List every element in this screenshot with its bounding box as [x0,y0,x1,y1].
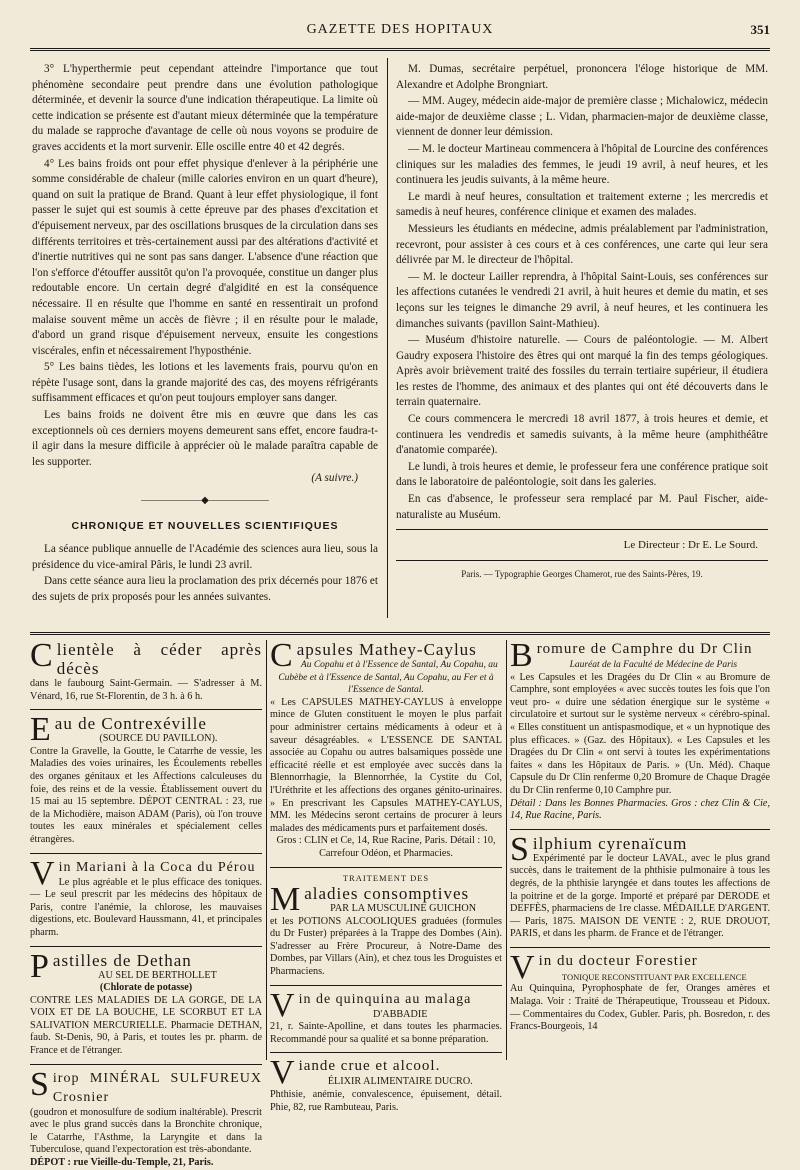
ads-column-2 [270,637,502,1113]
paragraph: Messieurs les étudiants en médecine, admis préalablement par l'administration, recevront, pour assister à ces cours et à ces conférences, une carte qui leur sera délivrée par M. le directeur de l'hôpital. [396,222,768,267]
paragraph: Le mardi à neuf heures, consultation et traitement externe ; les mercredis et samedis à neuf heures, conférence clinique et examen des malades. [396,190,768,219]
paragraph: Dans cette séance aura lieu la proclamation des prix décernés pour 1876 et des sujets de prix proposés pour les années suivantes. [32,575,378,603]
column-divider [506,640,507,1060]
ad-viande-crue: V iande crue et alcool. ÉLIXIR ALIMENTAIRE DUCRO. Phthisie, anémie, convalescence, épuisement, détail. Phie, 82, rue Rambuteau, Paris. [270,1054,502,1113]
paragraph: Ce cours commencera le mercredi 18 avril 1877, à trois heures et demie, et continuera les vendredis et samedis suivants, à la même heure (amphithéâtre d'anatomie comparée). [396,413,768,457]
journal-title: GAZETTE DES HOPITAUX [306,22,494,37]
paragraph: Le lundi, à trois heures et demie, le professeur fera une conférence pratique soit dans le laboratoire de paléontologie, soit dans les galeries. [396,460,768,489]
ads-column-3 [510,637,770,1060]
ad-vin-mariani: V in Mariani à la Coca du Pérou Le plus agréable et le plus efficace des toniques. — Le seul prescrit par les médecins des hôpitaux de Paris, contre l'anémie, la chlorose, les mauvaises digestions, etc. Boulevard Haussmann, 41, et principales pharm. [30,854,262,938]
column-divider [266,640,267,1060]
paragraph: M. Dumas, secrétaire perpétuel, prononcera l'éloge historique de MM. Alexandre et Adolphe Brongniart. [396,63,768,91]
right-column [396,62,768,582]
to-follow: (A suivre.) [311,472,358,485]
ads-column-1 [30,637,262,1169]
paragraph: — MM. Augey, médecin aide-major de première classe ; Michalowicz, médecin aide-major de deuxième classe ; L. Vidan, pharmacien-major de deuxième classe, viennent de donner leur démission. [396,95,768,139]
ad-vin-quinquina: V in de quinquina au malaga D'ABBADIE 21, r. Sainte-Apolline, et dans toutes les pharmacies. Recommandé pour sa qualité et sa bonne préparation. [270,986,502,1045]
printer-line: Paris. — Typographie Georges Chamerot, rue des Saints-Pères, 19. [461,568,703,579]
ads-rule [30,632,770,635]
page-header [30,22,770,44]
paragraph: — Muséum d'histoire naturelle. — Cours de paléontologie. — M. Albert Gaudry exposera l'histoire des êtres qui ont marqué la fin des temps géologiques. Après avoir brièvement traité des fossiles du terrain tertiaire supérieur, il étudiera les restes de l'homme, des animaux et des plantes qui ont été découverts dans le terrain quaternaire. [396,334,768,409]
ad-clientele: C lientèle à céder après décès dans le faubourg Saint-Germain. — S'adresser à M. Vénard, 16, rue St-Florentin, de 3 h. à 6 h. [30,637,262,702]
section-divider: ——————◆—————— [141,495,269,507]
paragraph: Les bains froids ne doivent être mis en œuvre que dans les cas exceptionnels où ces derniers moyens demeurent sans effet, encore faudra-t-il agir dans la mesure difficile à apprécier où le malade paraîtra capable de les supporter. [32,409,378,468]
ad-maladies-consomptives: TRAITEMENT DES M aladies consomptives PAR LA MUSCULINE GUICHON et les POTIONS ALCOOLIQUES graduées (formules du Dr Fuster) préparées à la Trappe des Dombes (Ain). S'adresser au Frère Procureur, à Notre-Dame des Dombes, par Villars (Ain), et chez tous les Droguistes et Pharmaciens. [270,872,502,978]
left-column [32,62,378,607]
ad-vin-forestier: V in du docteur Forestier TONIQUE RECONSTITUANT PAR EXCELLENCE Au Quinquina, Pyrophosphate de fer, Oranges amères et Malaga. Voir : Traité de Thérapeutique, Trousseau et Pidoux. — Commentaires du Codex, Gubler. Paris, ph. Bosredon, r. des Francs-Bourgeois, 14 [510,948,770,1033]
page-number: 351 [750,22,770,37]
ad-pastilles-dethan: P astilles de Dethan AU SEL DE BERTHOLLET (Chlorate de potasse) CONTRE LES MALADIES DE LA GORGE, DE LA VOIX ET DE LA BOUCHE, LE SCORBUT ET LA SALIVATION MERCURIELLE. Pharmacie DETHAN, faub. St-Denis, 90, à Paris, et toutes les pr. pharm. de France et de l'étranger. [30,947,262,1057]
ad-silphium: S ilphium cyrenaïcum Expérimenté par le docteur LAVAL, avec le plus grand succès, dans le traitement de la phthisie pulmonaire à tous les degrés, de la phthisie laryngée et dans toutes les affections de la poitrine et de la gorge. Importé et préparé par DERODE et DEFFÈS, pharmaciens de 1re classe. MÉDAILLE D'ARGENT. — Paris, 1875. MAISON DE VENTE : 2, RUE DROUOT, PARIS, et dans les pharm. de France et de l'étranger. [510,830,770,940]
paragraph: — M. le docteur Martineau commencera à l'hôpital de Lourcine des conférences cliniques sur les maladies des femmes, le jeudi 19 avril, à neuf heures, et les continuera les jeudis suivants, à la même heure. [396,142,768,187]
director-signature: Le Directeur : Dr E. Le Sourd. [623,539,758,552]
column-divider [387,58,388,618]
paragraph: 4° Les bains froids ont pour effet physique d'enlever à la périphérie une somme considérable de chaleur (mille calories environ en un quart d'heure), quand on suit la pratique de Brand. Quant à leur effet physiologique, il font passer le sujet qui est soumis à cette épreuve par des phases d'excitation et d'épuisement nerveux, par des oscillations brusques de la circulation dans ses différents territoires et très-certainement aussi par des altérations d'activité et d'inertie nutritives qui ne sont pas sans danger. L'absence d'une réaction que l'on s'efforce d'étouffer aussitôt qu'on l'a provoquée, constitue un danger plus redoutable encore. Un certain degré d'algidité en est la conséquence nécessaire. Il en résulte que l'homme en santé en ressentirait un profond malaise souvent même un accès de fièvre ; il en résulte pour le malade, d'abord un grand risque d'épuisement nerveux, ensuite les congestions viscérales, enfin et nécessairement l'hyposthénie. [32,157,378,357]
paragraph: — M. le docteur Lailler reprendra, à l'hôpital Saint-Louis, ses conférences sur les affections cutanées le vendredi 21 avril, à huit heures et demie du matin, et ses leçons sur les teignes le dimanche 29 avril, à neuf heures, et les continuera les dimanches suivants (pavillon Saint-Mathieu). [396,270,768,330]
paragraph: La séance publique annuelle de l'Académie des sciences aura lieu, sous la présidence du vice-amiral Pâris, le lundi 23 avril. [32,543,378,571]
ad-bromure-camphre: B romure de Camphre du Dr Clin Lauréat de la Faculté de Médecine de Paris « Les Capsules et les Dragées du Dr Clin « au Bromure de Camphre, sont employées « avec succès toutes les fois que l'on veut pro- « duire une sédation énergique sur le système « circulatoire et surtout sur le système nerveux « cérébro-spinal. « Elles constituent un antispasmodique, et « un hypnotique des plus efficaces. » (Gaz. des Hôpitaux). « Les Capsules et les Dragées du Dr Clin « ont servi à toutes les expérimentations faites « dans les Hôpitaux de Paris. » (Un. Méd). Chaque Capsule du Dr Clin renferme 0,20 Bromure de Chaque Dragée du Dr Clin renferme 0,10 Camphre pur. Détail : Dans les Bonnes Pharmacies. Gros : chez Clin & Cie, 14, Rue Racine, Paris. [510,637,770,822]
ad-capsules-mathey-caylus: C apsules Mathey-Caylus Au Copahu et à l'Essence de Santal, Au Copahu, au Cubèbe et à l'Essence de Santal, Au Copahu, au Fer et à l'Essence de Santal. « Les CAPSULES MATHEY-CAYLUS à enveloppe mince de Gluten constituent le moyen le plus parfait pour administrer certains médicaments à odeur et à saveur désagréables. « L'ESSENCE DE SANTAL associée au Copahu ou autres balsamiques possède une efficacité réelle et est employée avec succès dans la Blennorrhagie, la Blennorrhée, la Cystite du Col, l'Uréthrite et les affections des organes génito-urinaires. » En prescrivant les Capsules MATHEY-CAYLUS, MM. les Médecins seront certains de procurer à leurs malades des médicaments purs et parfaitement dosés. Gros : CLIN et Ce, 14, Rue Racine, Paris. Détail : 10, Carrefour Odéon, et Pharmacies. [270,637,502,859]
chronicle-heading: CHRONIQUE ET NOUVELLES SCIENTIFIQUES [71,519,339,532]
ad-sirop-crosnier: S irop MINÉRAL SULFUREUX Crosnier (goudron et monosulfure de sodium inaltérable). Prescrit avec le plus grand succès dans la Bronchite chronique, le Catarrhe, l'Asthme, la Laryngite et dans la Tuberculose, quand l'expectoration est très-abondante. DÉPOT : rue Vieille-du-Temple, 21, Paris. [30,1065,262,1169]
paragraph: 3° L'hyperthermie peut cependant atteindre l'importance que tout phénomène secondaire peut prendre dans une évolution pathologique déterminée, et devenir la source d'une indication thérapeutique. La limite où cette indication se présente est d'autant mieux déterminée que la température du malade se rapproche d'avantage de celle où nous voyons se produire de graves accidents et la mort survenir. Elle oscille entre 40 et 42 degrés. [32,63,378,153]
paragraph: 5° Les bains tièdes, les lotions et les lavements frais, pourvu qu'on en répète l'usage sont, dans la grande majorité des cas, des moyens réfrigérants suffisamment efficaces et qu'on peut toujours employer sans danger. [32,361,378,405]
ad-contrexeville: E au de Contrexéville (SOURCE DU PAVILLON). Contre la Gravelle, la Goutte, le Catarrhe de vessie, les Maladies des voies urinaires, les Écoulements rebelles des organes génitaux et les Affections calculeuses du foie, des reins et de la vessie. Établissement ouvert du 15 mai au 15 septembre. DÉPOT CENTRAL : 23, rue de la Michodière, maison ADAM (Paris), où l'on trouve toutes les eaux minérales et spécialement celles étrangères. [30,711,262,845]
header-rule [30,48,770,51]
paragraph: En cas d'absence, le professeur sera remplacé par M. Paul Fischer, aide-naturaliste au Muséum. [396,493,768,521]
